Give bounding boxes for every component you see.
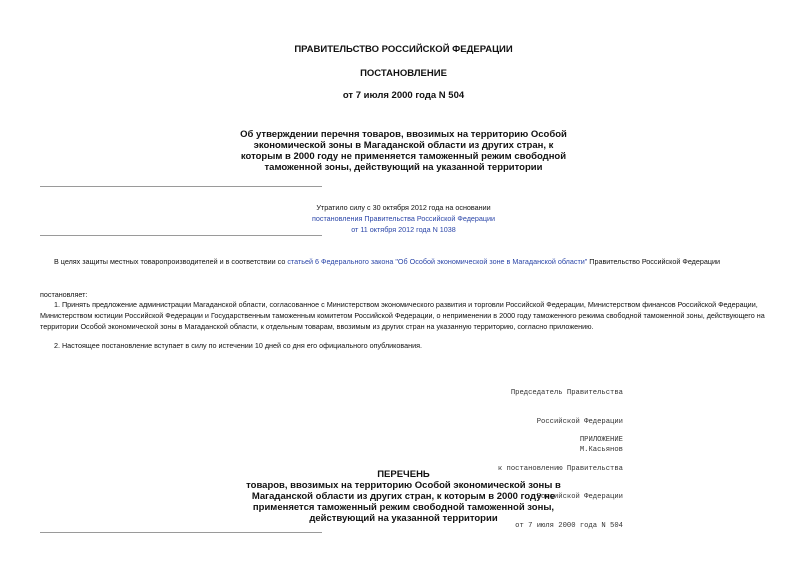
preamble-text: В целях защиты местных товаропроизводителей и в соответствии со bbox=[54, 257, 288, 266]
title-line: Об утверждении перечня товаров, ввозимых на территорию Особой bbox=[240, 129, 567, 140]
status-note-link[interactable]: постановления Правительства Российской Федерации bbox=[311, 214, 496, 223]
title-line: экономической зоны в Магаданской области из других стран, к bbox=[253, 140, 554, 151]
item-1: 1. Принять предложение администрации Магаданской области, согласованное с Министерством экономического развития и торговли Российской Федерации, Министерством финансов Российской Федерации, Министерством юстиции Российской Федерации и Государственным таможенным комитетом Российской Федерации, о неприменении в 2000 году таможенного режима свободной таможенной зоны, действующего на территории Особой экономической зоны в Магаданской области, к отдельным товарам, ввозимым из других стран на указанную территорию, согласно приложению. bbox=[40, 300, 765, 331]
document-type: ПОСТАНОВЛЕНИЕ bbox=[360, 68, 447, 79]
signature-line: Российской Федерации bbox=[536, 417, 623, 426]
list-subtitle-line: применяется таможенный режим свободной таможенной зоны, bbox=[252, 502, 555, 513]
list-title: ПЕРЕЧЕНЬ bbox=[377, 469, 430, 480]
list-subtitle-line: Магаданской области из других стран, к которым в 2000 году не bbox=[251, 491, 556, 502]
status-note-link-date[interactable]: от 11 октября 2012 года N 1038 bbox=[351, 225, 456, 234]
document-title bbox=[0, 129, 807, 173]
status-note bbox=[0, 202, 807, 235]
government-name: ПРАВИТЕЛЬСТВО РОССИЙСКОЙ ФЕДЕРАЦИИ bbox=[294, 44, 513, 55]
title-line: которым в 2000 году не применяется таможенный режим свободной bbox=[240, 151, 567, 162]
appendix-line: ПРИЛОЖЕНИЕ bbox=[579, 436, 623, 444]
list-subtitle-line: товаров, ввозимых на территорию Особой экономической зоны в bbox=[246, 480, 561, 491]
divider bbox=[40, 532, 322, 533]
divider bbox=[40, 186, 322, 187]
document-date-number: от 7 июля 2000 года N 504 bbox=[342, 90, 465, 101]
signature-line: Председатель Правительства bbox=[510, 389, 623, 397]
list-heading bbox=[0, 469, 807, 524]
preamble bbox=[54, 256, 784, 267]
divider bbox=[40, 235, 322, 236]
law-link[interactable]: статьей 6 Федерального закона "Об Особой экономической зоне в Магаданской области" bbox=[287, 257, 588, 266]
appendix-line: от 7 июля 2000 года N 504 bbox=[515, 521, 623, 530]
resolves-text: постановляет: bbox=[40, 290, 88, 299]
appendix-line: Российской Федерации bbox=[536, 493, 623, 501]
signature-name: М.Касьянов bbox=[579, 446, 623, 454]
status-note-text: Утратило силу с 30 октября 2012 года на основании bbox=[316, 203, 491, 212]
item-2: 2. Настоящее постановление вступает в силу по истечении 10 дней со дня его официального опубликования. bbox=[54, 341, 422, 350]
appendix-line: к постановлению Правительства bbox=[497, 464, 623, 473]
preamble-text-end: Правительство Российской Федерации bbox=[587, 257, 720, 266]
list-subtitle-line: действующий на указанной территории bbox=[309, 513, 498, 524]
title-line: таможенной зоны, действующий на указанной территории bbox=[264, 162, 543, 173]
